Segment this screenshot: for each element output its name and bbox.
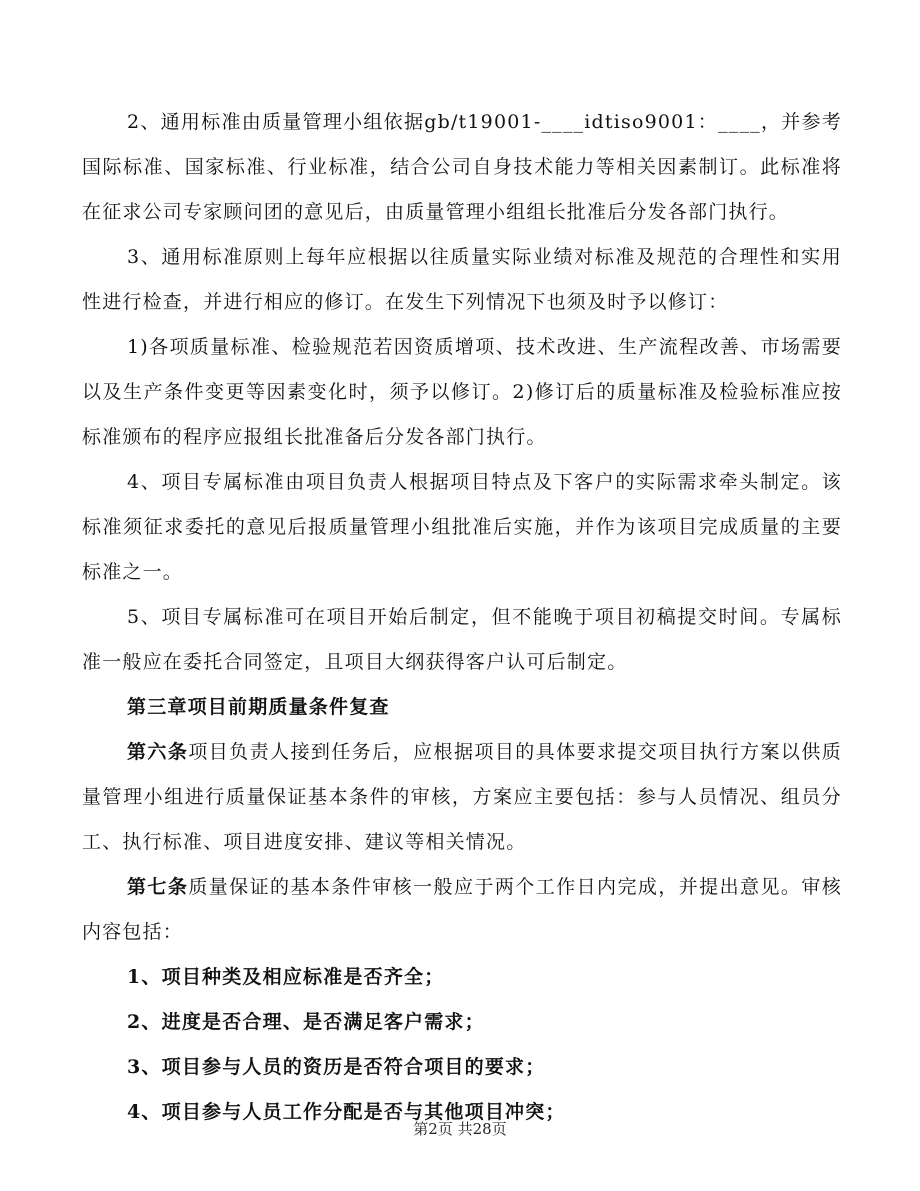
review-item-4: 4、项目参与人员工作分配是否与其他项目冲突；	[127, 1101, 566, 1123]
article-6	[82, 730, 842, 865]
chapter-heading: 第三章项目前期质量条件复查	[127, 696, 390, 718]
article-7-text: 质量保证的基本条件审核一般应于两个工作日内完成，并提出意见。审核内容包括：	[82, 876, 842, 943]
review-item-2: 2、进度是否合理、是否满足客户需求；	[127, 1011, 485, 1033]
paragraph-standard-5: 5、项目专属标准可在项目开始后制定，但不能晚于项目初稿提交时间。专属标准一般应在委托合同签定，且项目大纲获得客户认可后制定。	[82, 606, 842, 673]
paragraph-standard-3: 3、通用标准原则上每年应根据以往质量实际业绩对标准及规范的合理性和实用性进行检查，并进行相应的修订。在发生下列情况下也须及时予以修订：	[82, 246, 842, 313]
article-7	[82, 865, 842, 955]
article-6-label: 第六条	[127, 741, 189, 763]
document-body	[82, 100, 842, 1135]
paragraph-standard-2: 2、通用标准由质量管理小组依据gb/t19001-____idtiso9001：____，并参考国际标准、国家标准、行业标准，结合公司自身技术能力等相关因素制订。此标准将在征求公司专家顾问团的意见后，由质量管理小组组长批准后分发各部门执行。	[82, 111, 842, 223]
page-number-footer: 第2页 共28页	[413, 1120, 507, 1138]
paragraph-revision-details: 1)各项质量标准、检验规范若因资质增项、技术改进、生产流程改善、市场需要以及生产条件变更等因素变化时，须予以修订。2)修订后的质量标准及检验标准应按标准颁布的程序应报组长批准备后分发各部门执行。	[82, 336, 842, 448]
review-item-3: 3、项目参与人员的资历是否符合项目的要求；	[127, 1056, 546, 1078]
paragraph-standard-4: 4、项目专属标准由项目负责人根据项目特点及下客户的实际需求牵头制定。该标准须征求委托的意见后报质量管理小组批准后实施，并作为该项目完成质量的主要标准之一。	[82, 471, 842, 583]
review-item-1: 1、项目种类及相应标准是否齐全；	[127, 966, 445, 988]
article-7-label: 第七条	[127, 876, 189, 898]
article-6-text: 项目负责人接到任务后，应根据项目的具体要求提交项目执行方案以供质量管理小组进行质量保证基本条件的审核，方案应主要包括：参与人员情况、组员分工、执行标准、项目进度安排、建议等相关情况。	[82, 741, 842, 853]
